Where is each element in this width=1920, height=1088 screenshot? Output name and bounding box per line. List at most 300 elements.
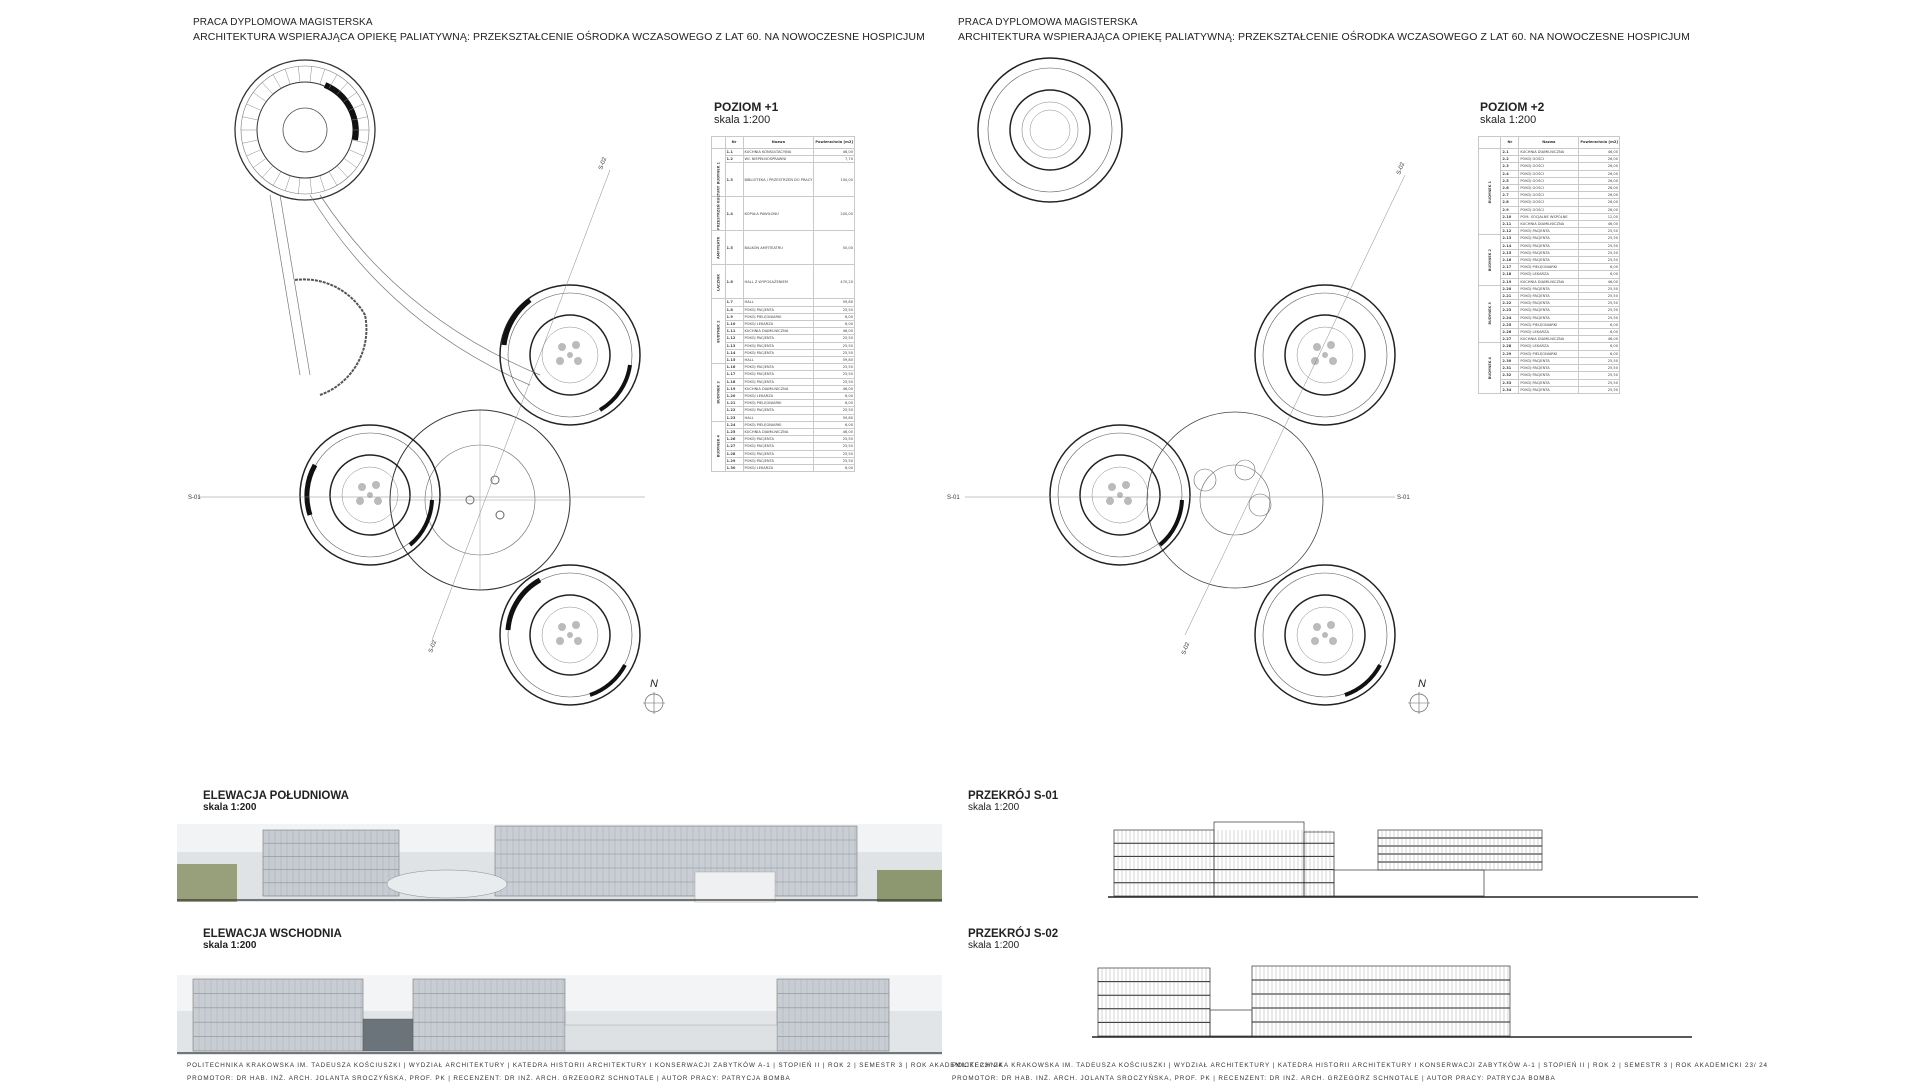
room-area: 26,00 [1579,185,1620,192]
south-pavilion [387,870,507,898]
room-area: 6,00 [1579,264,1620,271]
room-name: POKÓJ GOŚCI [1519,185,1579,192]
building-section-cell: AMFITEATR [712,231,726,265]
north-building-plan [235,60,375,200]
room-number: 2.11 [1501,221,1519,228]
elevation-south-heading: ELEWACJA POŁUDNIOWA [203,790,349,802]
table-row [712,349,855,356]
room-number: 1.26 [725,436,743,443]
elevation-east-heading: ELEWACJA WSCHODNIA [203,928,342,940]
room-name: POKÓJ PACJENTA [743,335,814,342]
room-number: 2.7 [1501,192,1519,199]
name-header: Nazwa [1519,137,1579,149]
section-s01-link [1334,870,1484,896]
room-area: 46,00 [1579,221,1620,228]
room-area: 6,00 [1579,271,1620,278]
footer-credits: PROMOTOR: DR HAB. INŻ. ARCH. JOLANTA SROCZYŃSKA, PROF. PK | RECENZENT: DR INŻ. ARCH. GRZEGORZ SCHNOTALE | AUTOR PRACY: PATRYCJA BOMBA [952,1075,1556,1082]
room-area: 25,50 [1579,257,1620,264]
room-area: 25,50 [1579,386,1620,393]
room-area: 26,00 [1579,199,1620,206]
room-name: POKÓJ GOŚCI [1519,206,1579,213]
room-number: 1.30 [725,465,743,472]
room-divider-line [329,172,337,186]
room-number: 1.17 [725,371,743,378]
elevation-east-drawing [177,975,942,1055]
building-section-cell: BUDYNEK 4 [1479,343,1501,393]
table-row [712,342,855,349]
room-area: 25,50 [814,436,855,443]
room-name: POKÓJ GOŚCI [1519,177,1579,184]
room-area: 25,50 [814,371,855,378]
building-section-cell: BUDYNEK 2 [712,299,726,364]
building-section-cell: BUDYNEK 3 [712,364,726,422]
room-divider-line [242,117,258,120]
room-number: 2.26 [1501,329,1519,336]
room-area: 25,50 [814,378,855,385]
room-number: 2.21 [1501,293,1519,300]
building-4-plan [500,565,640,705]
room-area: 25,50 [1579,307,1620,314]
room-area: 25,50 [1579,300,1620,307]
room-name: POKÓJ PACJENTA [1519,372,1579,379]
room-area: 6,00 [814,465,855,472]
room-name: POKÓJ PACJENTA [743,436,814,443]
room-area: 25,50 [814,349,855,356]
table-row [712,197,855,231]
room-area: 26,00 [1579,163,1620,170]
room-area: 59,80 [814,299,855,306]
label-s01-left: S-01 [947,495,960,501]
room-number: 1.14 [725,349,743,356]
room-area: 6,00 [814,421,855,428]
room-name: POKÓJ PIELĘGNIARKI [1519,350,1579,357]
north-building-plan [978,58,1122,202]
room-name: POKÓJ PACJENTA [743,443,814,450]
room-area: 25,50 [1579,249,1620,256]
room-divider-line [349,150,364,157]
room-number: 1.3 [725,163,743,197]
room-area: 26,00 [1579,170,1620,177]
label-s02-top: S-02 [598,156,609,171]
room-name: POKÓJ PIELĘGNIARKI [1519,264,1579,271]
room-area: 26,00 [1579,156,1620,163]
room-name: POKÓJ PACJENTA [743,457,814,464]
room-name: KUCHNIA DIAMILNICZNA [1519,336,1579,343]
room-name: POKÓJ PACJENTA [1519,386,1579,393]
room-area: 46,00 [814,328,855,335]
room-number: 1.25 [725,429,743,436]
room-area: 6,00 [1579,350,1620,357]
table-row [712,400,855,407]
table-row [712,407,855,414]
room-divider-line [320,69,325,84]
section-s02-right-wing [1252,966,1510,1036]
room-name: POKÓJ PACJENTA [743,342,814,349]
room-number: 1.10 [725,321,743,328]
room-name: KUCHNIA DIAMILNICZNA [1519,221,1579,228]
room-name: POKÓJ PIELĘGNIARKI [743,313,814,320]
room-area: 26,00 [1579,192,1620,199]
room-area: 6,00 [814,393,855,400]
table-row [712,393,855,400]
area-header: Powierzchnia [m2] [1579,137,1620,149]
room-name: POKÓJ PACJENTA [1519,235,1579,242]
room-area: 6,00 [1579,329,1620,336]
room-number: 2.10 [1501,213,1519,220]
room-divider-line [337,82,348,94]
room-schedule-table-level-1 [711,136,855,472]
room-name: POKÓJ PIELĘGNIARKI [743,421,814,428]
room-number: 1.23 [725,414,743,421]
room-name: KUCHNIA DIAMILNICZNA [743,328,814,335]
room-number: 2.27 [1501,336,1519,343]
left-sheet-credits [187,1075,791,1080]
section-header [712,137,726,149]
section-s01-heading: PRZEKRÓJ S-01 [968,790,1059,802]
south-block-right [495,826,857,896]
thesis-type: PRACA DYPLOMOWA MAGISTERSKA [958,17,1138,28]
room-divider-line [253,158,266,167]
thesis-type: PRACA DYPLOMOWA MAGISTERSKA [193,17,373,28]
room-area: 59,80 [814,357,855,364]
elevation-east-scale: skala 1:200 [203,940,257,951]
room-number: 2.16 [1501,257,1519,264]
east-block-middle [413,979,565,1051]
label-s01-right: S-01 [1397,495,1410,501]
room-name: POKÓJ PACJENTA [1519,307,1579,314]
table-row [712,149,855,156]
room-area: 46,00 [1579,149,1620,156]
room-number: 1.20 [725,393,743,400]
east-block-right [777,979,889,1051]
level-scale: skala 1:200 [1480,114,1537,126]
table-row [712,436,855,443]
room-divider-line [242,140,258,143]
room-divider-line [310,66,312,82]
room-number: 2.30 [1501,357,1519,364]
room-name: KUCHNIA DIAMILNICZNA [1519,149,1579,156]
room-divider-line [298,66,300,82]
central-pavilion [1147,412,1323,588]
area-header: Powierzchnia [m2] [814,137,855,149]
room-number: 2.1 [1501,149,1519,156]
room-number: 2.29 [1501,350,1519,357]
table-row [712,378,855,385]
label-s02-top: S-02 [1396,161,1407,176]
room-area: 7,70 [814,156,855,163]
room-name: HALL [743,299,814,306]
room-area: 25,50 [1579,314,1620,321]
room-name: POKÓJ PIELĘGNIARKI [743,400,814,407]
table-row [712,450,855,457]
right-sheet-footer [952,1062,1768,1075]
section-line-s02 [1185,175,1405,635]
table-row [712,321,855,328]
building-section-cell: ŁĄCZNIK [712,265,726,299]
room-number: 2.23 [1501,307,1519,314]
room-number: 2.32 [1501,372,1519,379]
room-number: 2.17 [1501,264,1519,271]
room-divider-line [247,104,262,111]
room-area: 470,20 [814,265,855,299]
room-number: 1.22 [725,407,743,414]
room-name: POKÓJ PACJENTA [1519,285,1579,292]
room-number: 2.5 [1501,177,1519,184]
room-area: 25,50 [1579,285,1620,292]
room-number: 2.19 [1501,278,1519,285]
elevation-south-title [203,790,349,813]
room-name: POKÓJ PACJENTA [743,306,814,313]
room-number: 1.12 [725,335,743,342]
room-area: 46,00 [814,149,855,156]
room-name: POKÓJ PACJENTA [743,407,814,414]
table-row [712,465,855,472]
room-name: BALKON AMFITEATRU [743,231,814,265]
table-row [712,328,855,335]
room-divider-line [273,75,281,89]
footer-institution: POLITECHNIKA KRAKOWSKA IM. TADEUSZA KOŚCIUSZKI | WYDZIAŁ ARCHITEKTURY | KATEDRA HISTORII ARCHITEKTURY I KONSERWACJI ZABYTKÓW A-1 | STOPIEŃ II | ROK 2 | SEMESTR 3 | ROK AKADEMICKI 23/ 24 [187,1062,1003,1069]
room-name: POKÓJ PACJENTA [743,364,814,371]
section-s02-scale: skala 1:200 [968,940,1020,951]
building-section-cell: BUDYNEK 1 [712,149,726,197]
building-section-cell: BUDYNEK 4 [712,421,726,471]
room-area: 25,50 [814,443,855,450]
room-name: POKÓJ PACJENTA [743,349,814,356]
room-divider-line [320,176,325,191]
room-name: POKÓJ GOŚCI [1519,192,1579,199]
room-name: POM. SOCJALNE WSPÓLNE [1519,213,1579,220]
table-row [712,443,855,450]
central-pavilion [390,410,570,590]
right-sheet-header [958,15,1690,45]
left-sheet-header [193,15,925,45]
section-s01-scale: skala 1:200 [968,802,1020,813]
room-number: 1.11 [725,328,743,335]
north-arrow-icon [1408,692,1430,714]
building-section-cell: BUDYNEK 1 [1479,149,1501,235]
table-row [712,357,855,364]
room-area: 25,50 [814,407,855,414]
label-s02-bottom: S-02 [1181,641,1192,656]
room-area: 25,50 [1579,293,1620,300]
level-title: POZIOM +1 [714,100,779,114]
room-area: 26,00 [1579,206,1620,213]
room-number: 2.33 [1501,379,1519,386]
table-row [712,421,855,428]
room-area: 25,50 [1579,357,1620,364]
building-2-plan [1255,285,1395,425]
nr-header: Nr [1501,137,1519,149]
level-label-right [1480,100,1544,126]
room-name: KUCHNIA KONSULTACYJNA [743,149,814,156]
room-name: WC NIEPEŁNOSPRAWNI [743,156,814,163]
table-row [712,414,855,421]
room-name: POKÓJ PACJENTA [1519,242,1579,249]
table-row [712,163,855,197]
room-area: 25,50 [814,335,855,342]
room-area: 46,00 [814,385,855,392]
room-divider-line [247,150,262,157]
room-name: KUCHNIA DIAMILNICZNA [743,385,814,392]
section-s01-drawing [1108,820,1698,900]
room-name: POKÓJ PACJENTA [743,450,814,457]
table-row [1479,343,1620,350]
room-name: POKÓJ PACJENTA [1519,357,1579,364]
room-area: 25,50 [814,342,855,349]
room-name: POKÓJ PACJENTA [1519,314,1579,321]
room-divider-line [262,166,273,178]
building-section-cell: BUDYNEK 2 [1479,235,1501,285]
room-name: HALL Z WYPOSAŻENIEM [743,265,814,299]
building-section-cell: PRZESTRZEŃ KULTURY [712,197,726,231]
room-divider-line [273,172,281,186]
building-3-plan [1050,425,1190,565]
room-area: 25,50 [1579,365,1620,372]
room-area: 46,00 [1579,336,1620,343]
nr-header: Nr [725,137,743,149]
section-s01-title [968,790,1058,813]
room-number: 1.2 [725,156,743,163]
room-number: 2.13 [1501,235,1519,242]
section-s02-title [968,928,1058,951]
room-number: 1.24 [725,421,743,428]
room-divider-line [298,178,300,194]
room-name: HALL [743,414,814,421]
room-name: POKÓJ PACJENTA [1519,293,1579,300]
table-row [1479,285,1620,292]
room-number: 1.27 [725,443,743,450]
room-number: 2.9 [1501,206,1519,213]
room-divider-line [285,176,290,191]
room-name: POKÓJ LEKARZA [743,321,814,328]
room-area: 46,00 [1579,278,1620,285]
thesis-title: ARCHITEKTURA WSPIERAJĄCA OPIEKĘ PALIATYWNĄ: PRZEKSZTAŁCENIE OŚRODKA WCZASOWEGO Z LAT 60. NA NOWOCZESNE HOSPICJUM [193,31,925,43]
room-divider-line [285,69,290,84]
room-number: 2.3 [1501,163,1519,170]
south-block-left [263,830,399,896]
floor-plan-level-2 [945,55,1425,715]
room-number: 1.16 [725,364,743,371]
footer-credits: PROMOTOR: DR HAB. INŻ. ARCH. JOLANTA SROCZYŃSKA, PROF. PK | RECENZENT: DR INŻ. ARCH. GRZEGORZ SCHNOTALE | AUTOR PRACY: PATRYCJA BOMBA [187,1075,791,1082]
room-number: 1.15 [725,357,743,364]
room-name: POKÓJ LEKARZA [1519,329,1579,336]
room-number: 2.18 [1501,271,1519,278]
table-row [712,429,855,436]
room-name: POKÓJ PACJENTA [1519,257,1579,264]
room-number: 2.2 [1501,156,1519,163]
room-number: 1.29 [725,457,743,464]
room-area: 25,50 [814,306,855,313]
building-4-plan [1255,565,1395,705]
label-s01: S-01 [188,495,201,501]
section-header [1479,137,1501,149]
room-number: 2.25 [1501,321,1519,328]
room-name: POKÓJ PACJENTA [743,378,814,385]
room-name: POKÓJ PACJENTA [1519,379,1579,386]
room-number: 1.9 [725,313,743,320]
room-name: BIBLIOTEKA / PRZESTRZEŃ DO PRACY [743,163,814,197]
name-header: Nazwa [743,137,814,149]
room-area: 26,00 [1579,177,1620,184]
room-area: 25,50 [814,364,855,371]
table-header-row [712,137,855,149]
left-sheet-footer [187,1062,1003,1075]
room-number: 2.31 [1501,365,1519,372]
room-number: 2.12 [1501,228,1519,235]
north-arrow-icon [643,692,665,714]
table-row [712,385,855,392]
section-s02-drawing [1092,960,1692,1040]
room-number: 1.4 [725,197,743,231]
room-name: POKÓJ PACJENTA [1519,365,1579,372]
elevation-east-title [203,928,342,951]
room-area: 50,00 [814,231,855,265]
table-row [712,371,855,378]
section-s01-left-wing [1114,822,1334,896]
room-divider-line [352,140,368,143]
room-area: 6,00 [1579,343,1620,350]
building-3-plan [300,425,440,565]
room-name: POKÓJ LEKARZA [743,465,814,472]
room-area: 25,50 [1579,372,1620,379]
level-label-left [714,100,778,126]
building-section-cell: BUDYNEK 3 [1479,285,1501,343]
room-number: 2.22 [1501,300,1519,307]
room-divider-line [310,178,312,194]
table-header-row [1479,137,1620,149]
table-row [712,231,855,265]
room-area: 25,50 [1579,379,1620,386]
table-row [712,457,855,464]
room-area: 6,00 [1579,321,1620,328]
room-name: POKÓJ GOŚCI [1519,156,1579,163]
room-area: 6,00 [814,321,855,328]
label-s02-bottom: S-02 [428,639,439,654]
level-title: POZIOM +2 [1480,100,1545,114]
table-row [712,299,855,306]
room-number: 1.5 [725,231,743,265]
room-number: 1.1 [725,149,743,156]
room-name: HALL [743,357,814,364]
room-area: 100,00 [814,163,855,197]
table-row [712,364,855,371]
room-area: 25,50 [814,457,855,464]
room-number: 2.24 [1501,314,1519,321]
room-number: 1.19 [725,385,743,392]
room-number: 1.8 [725,306,743,313]
room-divider-line [344,158,357,167]
room-area: 200,00 [814,197,855,231]
room-area: 25,50 [814,450,855,457]
room-name: POKÓJ LEKARZA [1519,271,1579,278]
room-name: KUCHNIA DIAMILNICZNA [743,429,814,436]
section-s02-link [1210,1010,1252,1036]
room-name: POKÓJ PIELĘGNIARKI [1519,321,1579,328]
room-area: 59,80 [814,414,855,421]
table-row [712,265,855,299]
room-name: KOPUŁA PAWILONU [743,197,814,231]
section-s01-right-wing [1378,830,1542,870]
east-block-left [193,979,363,1051]
table-row [712,156,855,163]
footer-institution: POLITECHNIKA KRAKOWSKA IM. TADEUSZA KOŚCIUSZKI | WYDZIAŁ ARCHITEKTURY | KATEDRA HISTORII ARCHITEKTURY I KONSERWACJI ZABYTKÓW A-1 | STOPIEŃ II | ROK 2 | SEMESTR 3 | ROK AKADEMICKI 23/ 24 [952,1062,1768,1069]
room-name: POKÓJ GOŚCI [1519,199,1579,206]
elevation-south-scale: skala 1:200 [203,802,257,813]
elevation-south-drawing [177,824,942,902]
room-number: 1.6 [725,265,743,299]
room-name: POKÓJ LEKARZA [743,393,814,400]
room-number: 1.13 [725,342,743,349]
